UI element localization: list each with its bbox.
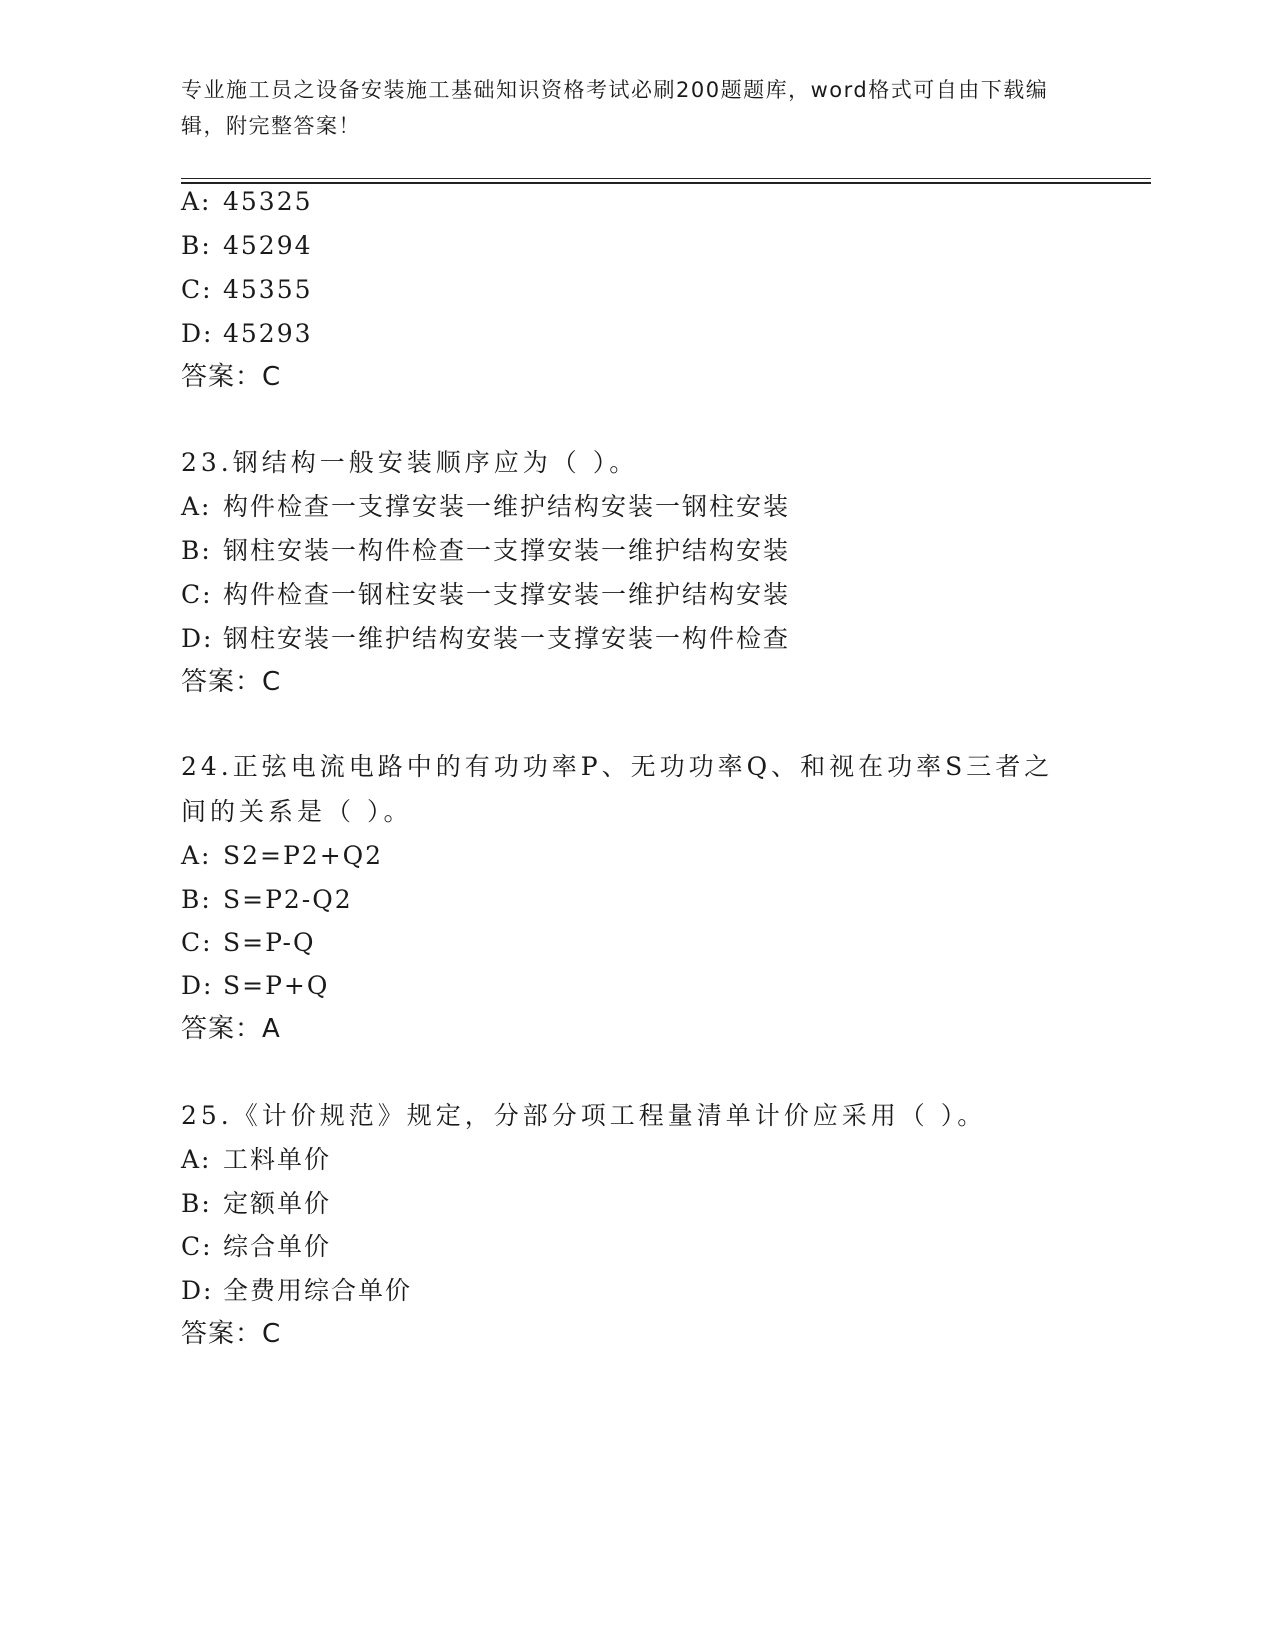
option-a: A: 构件检查一支撑安装一维护结构安装一钢柱安装 bbox=[181, 492, 791, 521]
option-b: B: 钢柱安装一构件检查一支撑安装一维护结构安装 bbox=[181, 536, 791, 565]
answer-line: 答案：C bbox=[181, 667, 282, 697]
question-23: 23.钢结构一般安装顺序应为（ ）。 bbox=[181, 448, 639, 477]
option-d: D: 钢柱安装一维护结构安装一支撑安装一构件检查 bbox=[181, 624, 791, 653]
option-b: B: 45294 bbox=[181, 231, 313, 260]
option-c: C: S=P-Q bbox=[181, 928, 316, 957]
question-25: 25.《计价规范》规定，分部分项工程量清单计价应采用（ ）。 bbox=[181, 1101, 987, 1130]
option-b: B: S=P2-Q2 bbox=[181, 885, 353, 914]
option-c: C: 构件检查一钢柱安装一支撑安装一维护结构安装 bbox=[181, 580, 791, 609]
option-a: A: 工料单价 bbox=[181, 1145, 332, 1174]
header-divider-thin bbox=[181, 178, 1151, 179]
option-d: D: S=P+Q bbox=[181, 971, 330, 1000]
header-divider-thick bbox=[181, 182, 1151, 184]
option-a: A: 45325 bbox=[181, 187, 313, 216]
option-b: B: 定额单价 bbox=[181, 1189, 332, 1218]
question-24: 24.正弦电流电路中的有功功率P、无功功率Q、和视在功率S三者之间的关系是（ ）。 bbox=[181, 752, 1054, 826]
option-c: C: 45355 bbox=[181, 275, 313, 304]
option-a: A: S2=P2+Q2 bbox=[181, 841, 384, 870]
answer-line: 答案：A bbox=[181, 1014, 281, 1044]
document-header: 专业施工员之设备安装施工基础知识资格考试必刷200题题库，word格式可自由下载编辑，附完整答案！ bbox=[181, 78, 1049, 138]
answer-line: 答案：C bbox=[181, 1319, 282, 1349]
option-c: C: 综合单价 bbox=[181, 1232, 332, 1261]
option-d: D: 45293 bbox=[181, 319, 313, 348]
answer-line: 答案：C bbox=[181, 362, 282, 392]
option-d: D: 全费用综合单价 bbox=[181, 1276, 413, 1305]
